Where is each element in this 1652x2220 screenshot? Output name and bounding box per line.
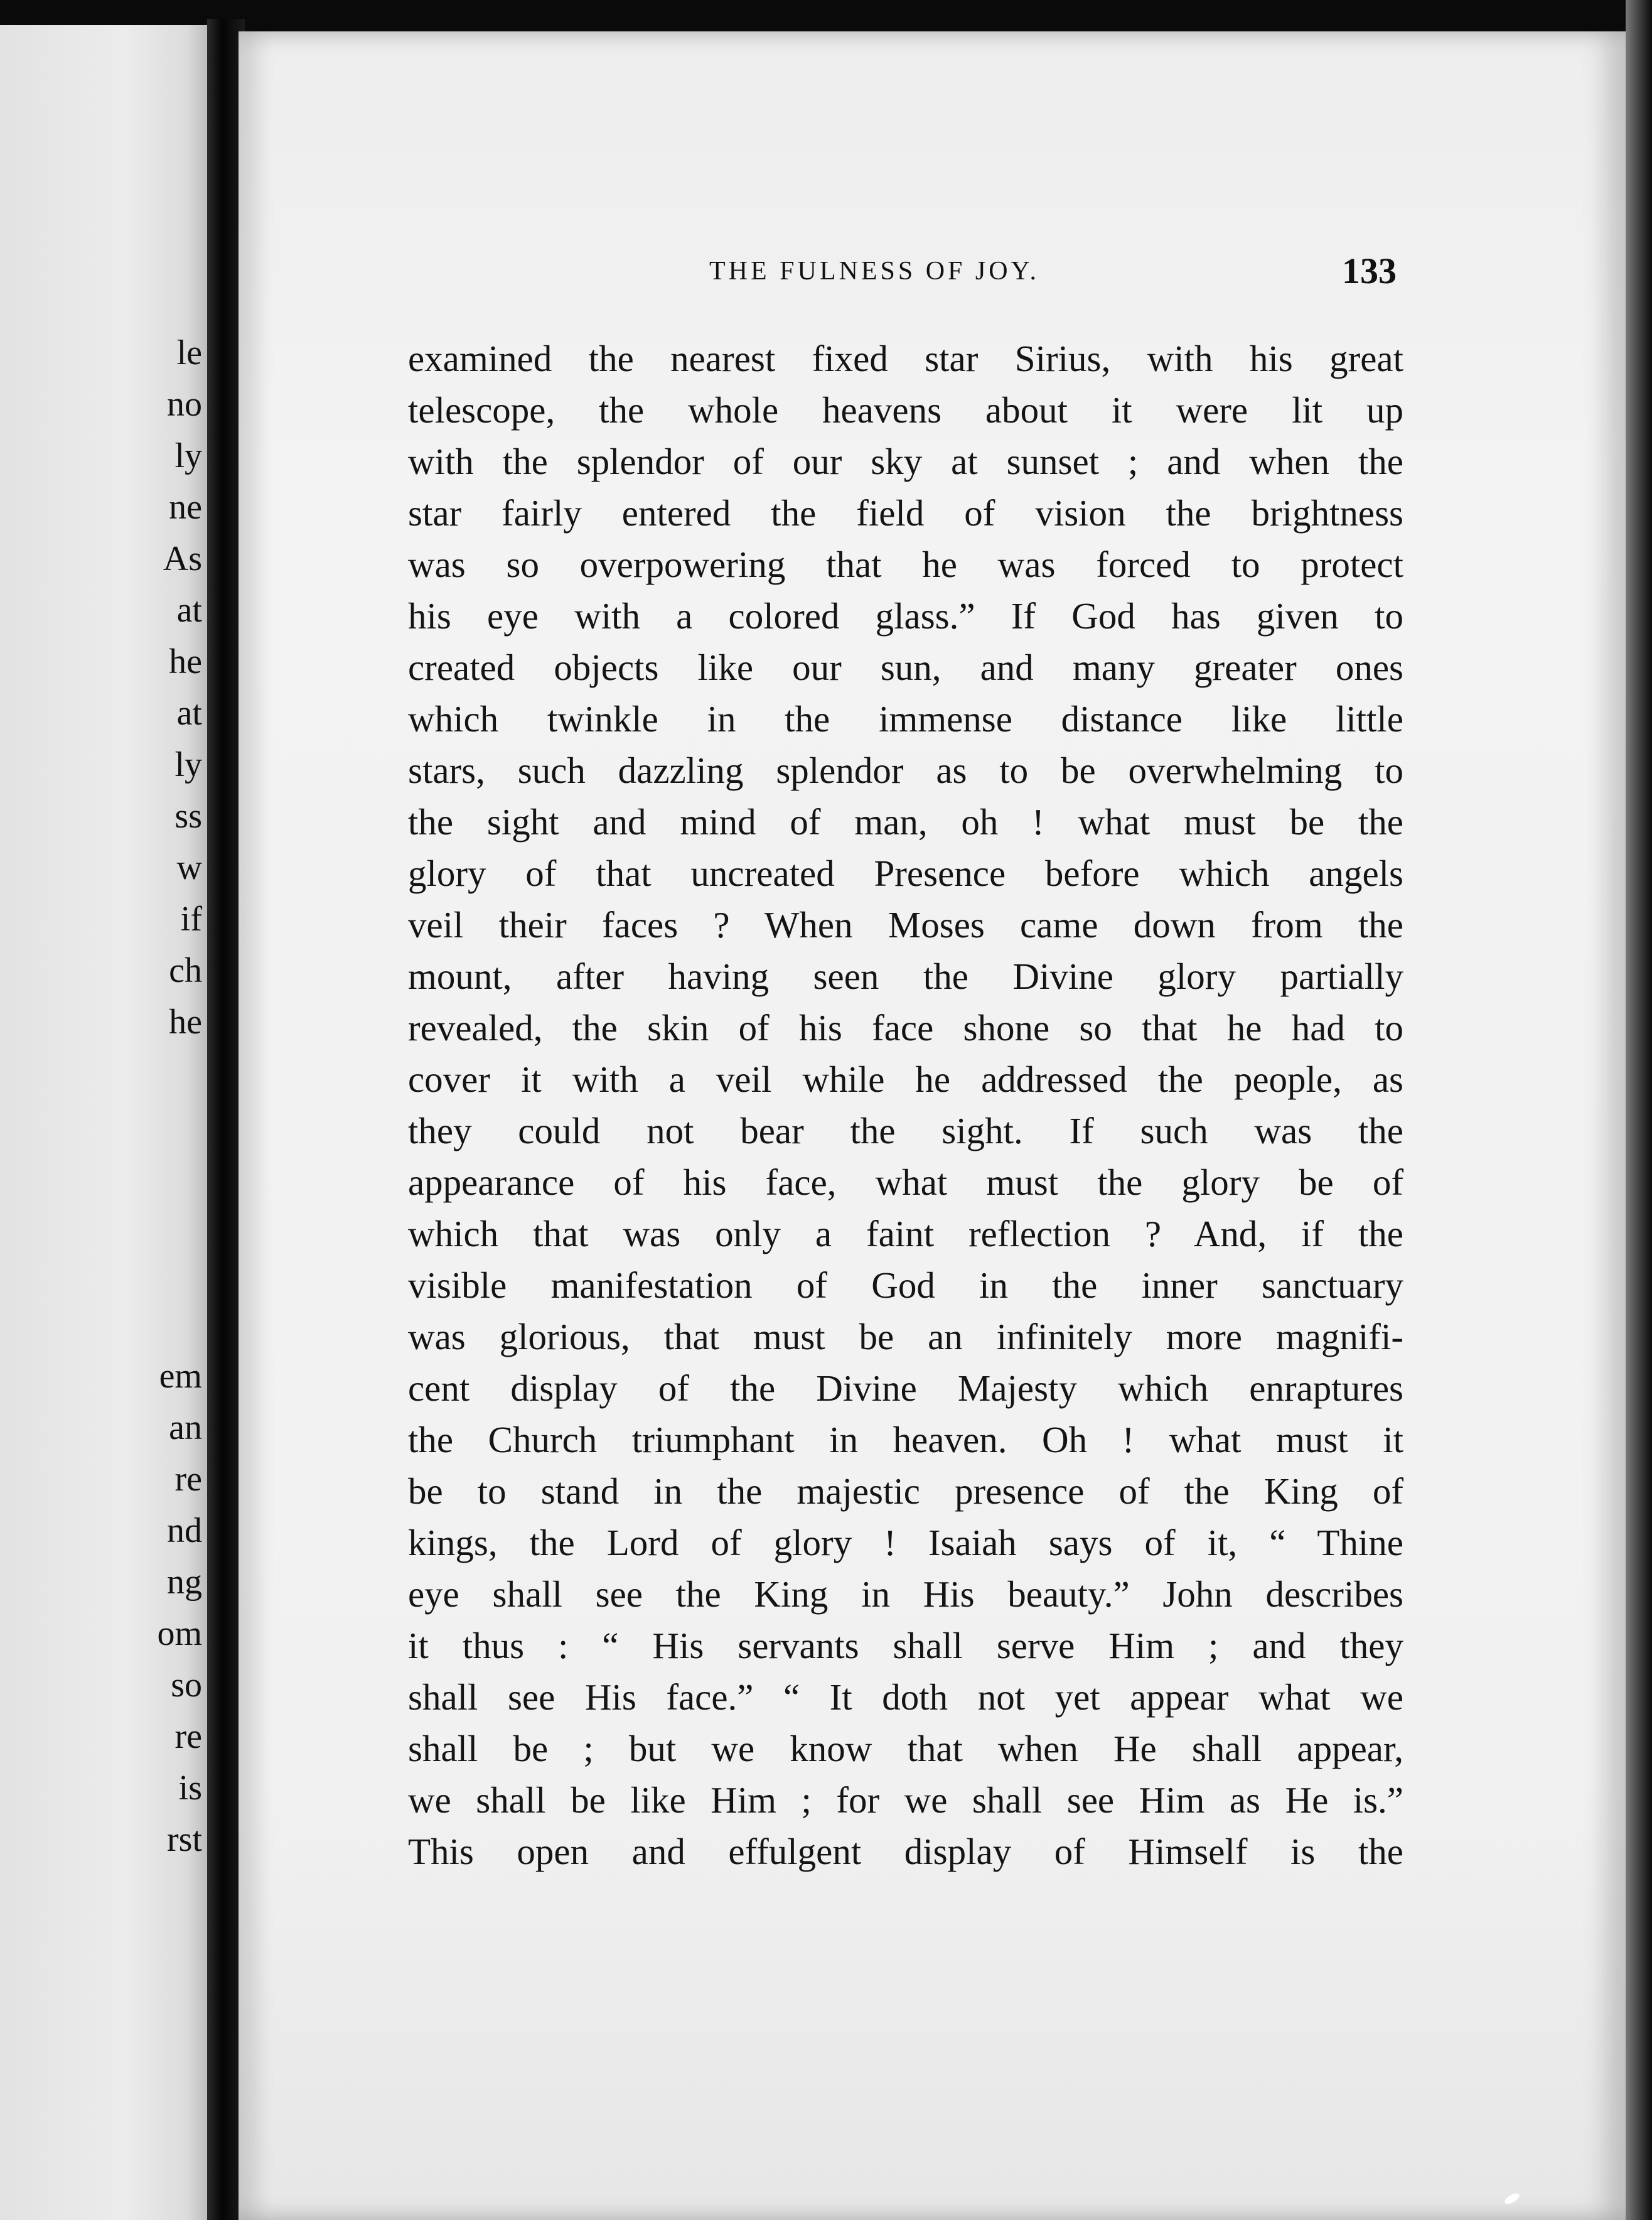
page-edge-shadow (1626, 0, 1652, 2220)
fragment: he (169, 642, 202, 681)
text-line: veil their faces ? When Moses came down from the (408, 904, 1403, 946)
text-line: be to stand in the majestic presence of the King of (408, 1470, 1403, 1512)
fragment: if (180, 900, 202, 939)
text-line: This open and effulgent display of Himself is the (408, 1831, 1403, 1872)
text-line: shall see His face.” “ It doth not yet appear what we (408, 1676, 1403, 1718)
fragment: no (167, 385, 202, 424)
text-line: stars, such dazzling splendor as to be overwhelming to (408, 750, 1403, 791)
text-line: with the splendor of our sky at sunset ; and when the (408, 441, 1403, 482)
text-line: was glorious, that must be an infinitely more magnifi- (408, 1316, 1403, 1357)
fragment: ng (167, 1563, 202, 1602)
text-line: was so overpowering that he was forced to protect (408, 544, 1403, 585)
text-line: which that was only a faint reflection ? And, if the (408, 1213, 1403, 1254)
fragment: em (159, 1357, 202, 1396)
fragment: As (163, 539, 202, 578)
text-line: mount, after having seen the Divine glory partially (408, 956, 1403, 997)
text-line: cover it with a veil while he addressed the people, as (408, 1059, 1403, 1100)
fragment: re (174, 1717, 202, 1756)
text-line: created objects like our sun, and many greater ones (408, 647, 1403, 688)
text-line: we shall be like Him ; for we shall see Him as He is.” (408, 1779, 1403, 1821)
text-line: the Church triumphant in heaven. Oh ! what must it (408, 1419, 1403, 1460)
previous-page-edge (0, 25, 207, 2220)
text-line: appearance of his face, what must the glory be of (408, 1161, 1403, 1203)
text-line: eye shall see the King in His beauty.” John describes (408, 1573, 1403, 1615)
text-line: star fairly entered the field of vision the brightness (408, 492, 1403, 534)
text-line: shall be ; but we know that when He shall appear, (408, 1728, 1403, 1769)
fragment: rst (167, 1820, 202, 1859)
fragment: he (169, 1003, 202, 1042)
fragment: nd (167, 1511, 202, 1550)
fragment: at (176, 694, 202, 733)
page-number: 133 (1342, 251, 1397, 291)
text-line: it thus : “ His servants shall serve Him ; and they (408, 1625, 1403, 1666)
fragment: ss (174, 797, 202, 836)
text-line: revealed, the skin of his face shone so that he had to (408, 1007, 1403, 1048)
text-line: kings, the Lord of glory ! Isaiah says of it, “ Thine (408, 1522, 1403, 1563)
fragment: an (169, 1408, 202, 1447)
text-line: which twinkle in the immense distance like little (408, 698, 1403, 740)
text-line: glory of that uncreated Presence before which angels (408, 853, 1403, 894)
fragment: om (157, 1614, 202, 1653)
fragment: ly (174, 436, 202, 475)
previous-page-line-fragments (127, 25, 202, 2220)
text-line: visible manifestation of God in the inner sanctuary (408, 1264, 1403, 1306)
text-line: his eye with a colored glass.” If God has given to (408, 595, 1403, 637)
body-text (408, 333, 1403, 1877)
fragment: at (176, 591, 202, 630)
fragment: ly (174, 745, 202, 784)
fragment: le (176, 333, 202, 372)
fragment: re (174, 1460, 202, 1499)
text-line: examined the nearest fixed star Sirius, with his great (408, 338, 1403, 379)
text-line: cent display of the Divine Majesty which enraptures (408, 1367, 1403, 1409)
text-line: telescope, the whole heavens about it were lit up (408, 389, 1403, 431)
fragment: ne (169, 488, 202, 527)
text-line: they could not bear the sight. If such was the (408, 1110, 1403, 1151)
fragment: w (176, 848, 202, 887)
fragment: ch (169, 951, 202, 990)
fragment: so (171, 1666, 202, 1705)
text-line: the sight and mind of man, oh ! what must be the (408, 801, 1403, 843)
running-header: THE FULNESS OF JOY. (709, 257, 1039, 286)
fragment: is (178, 1769, 202, 1808)
